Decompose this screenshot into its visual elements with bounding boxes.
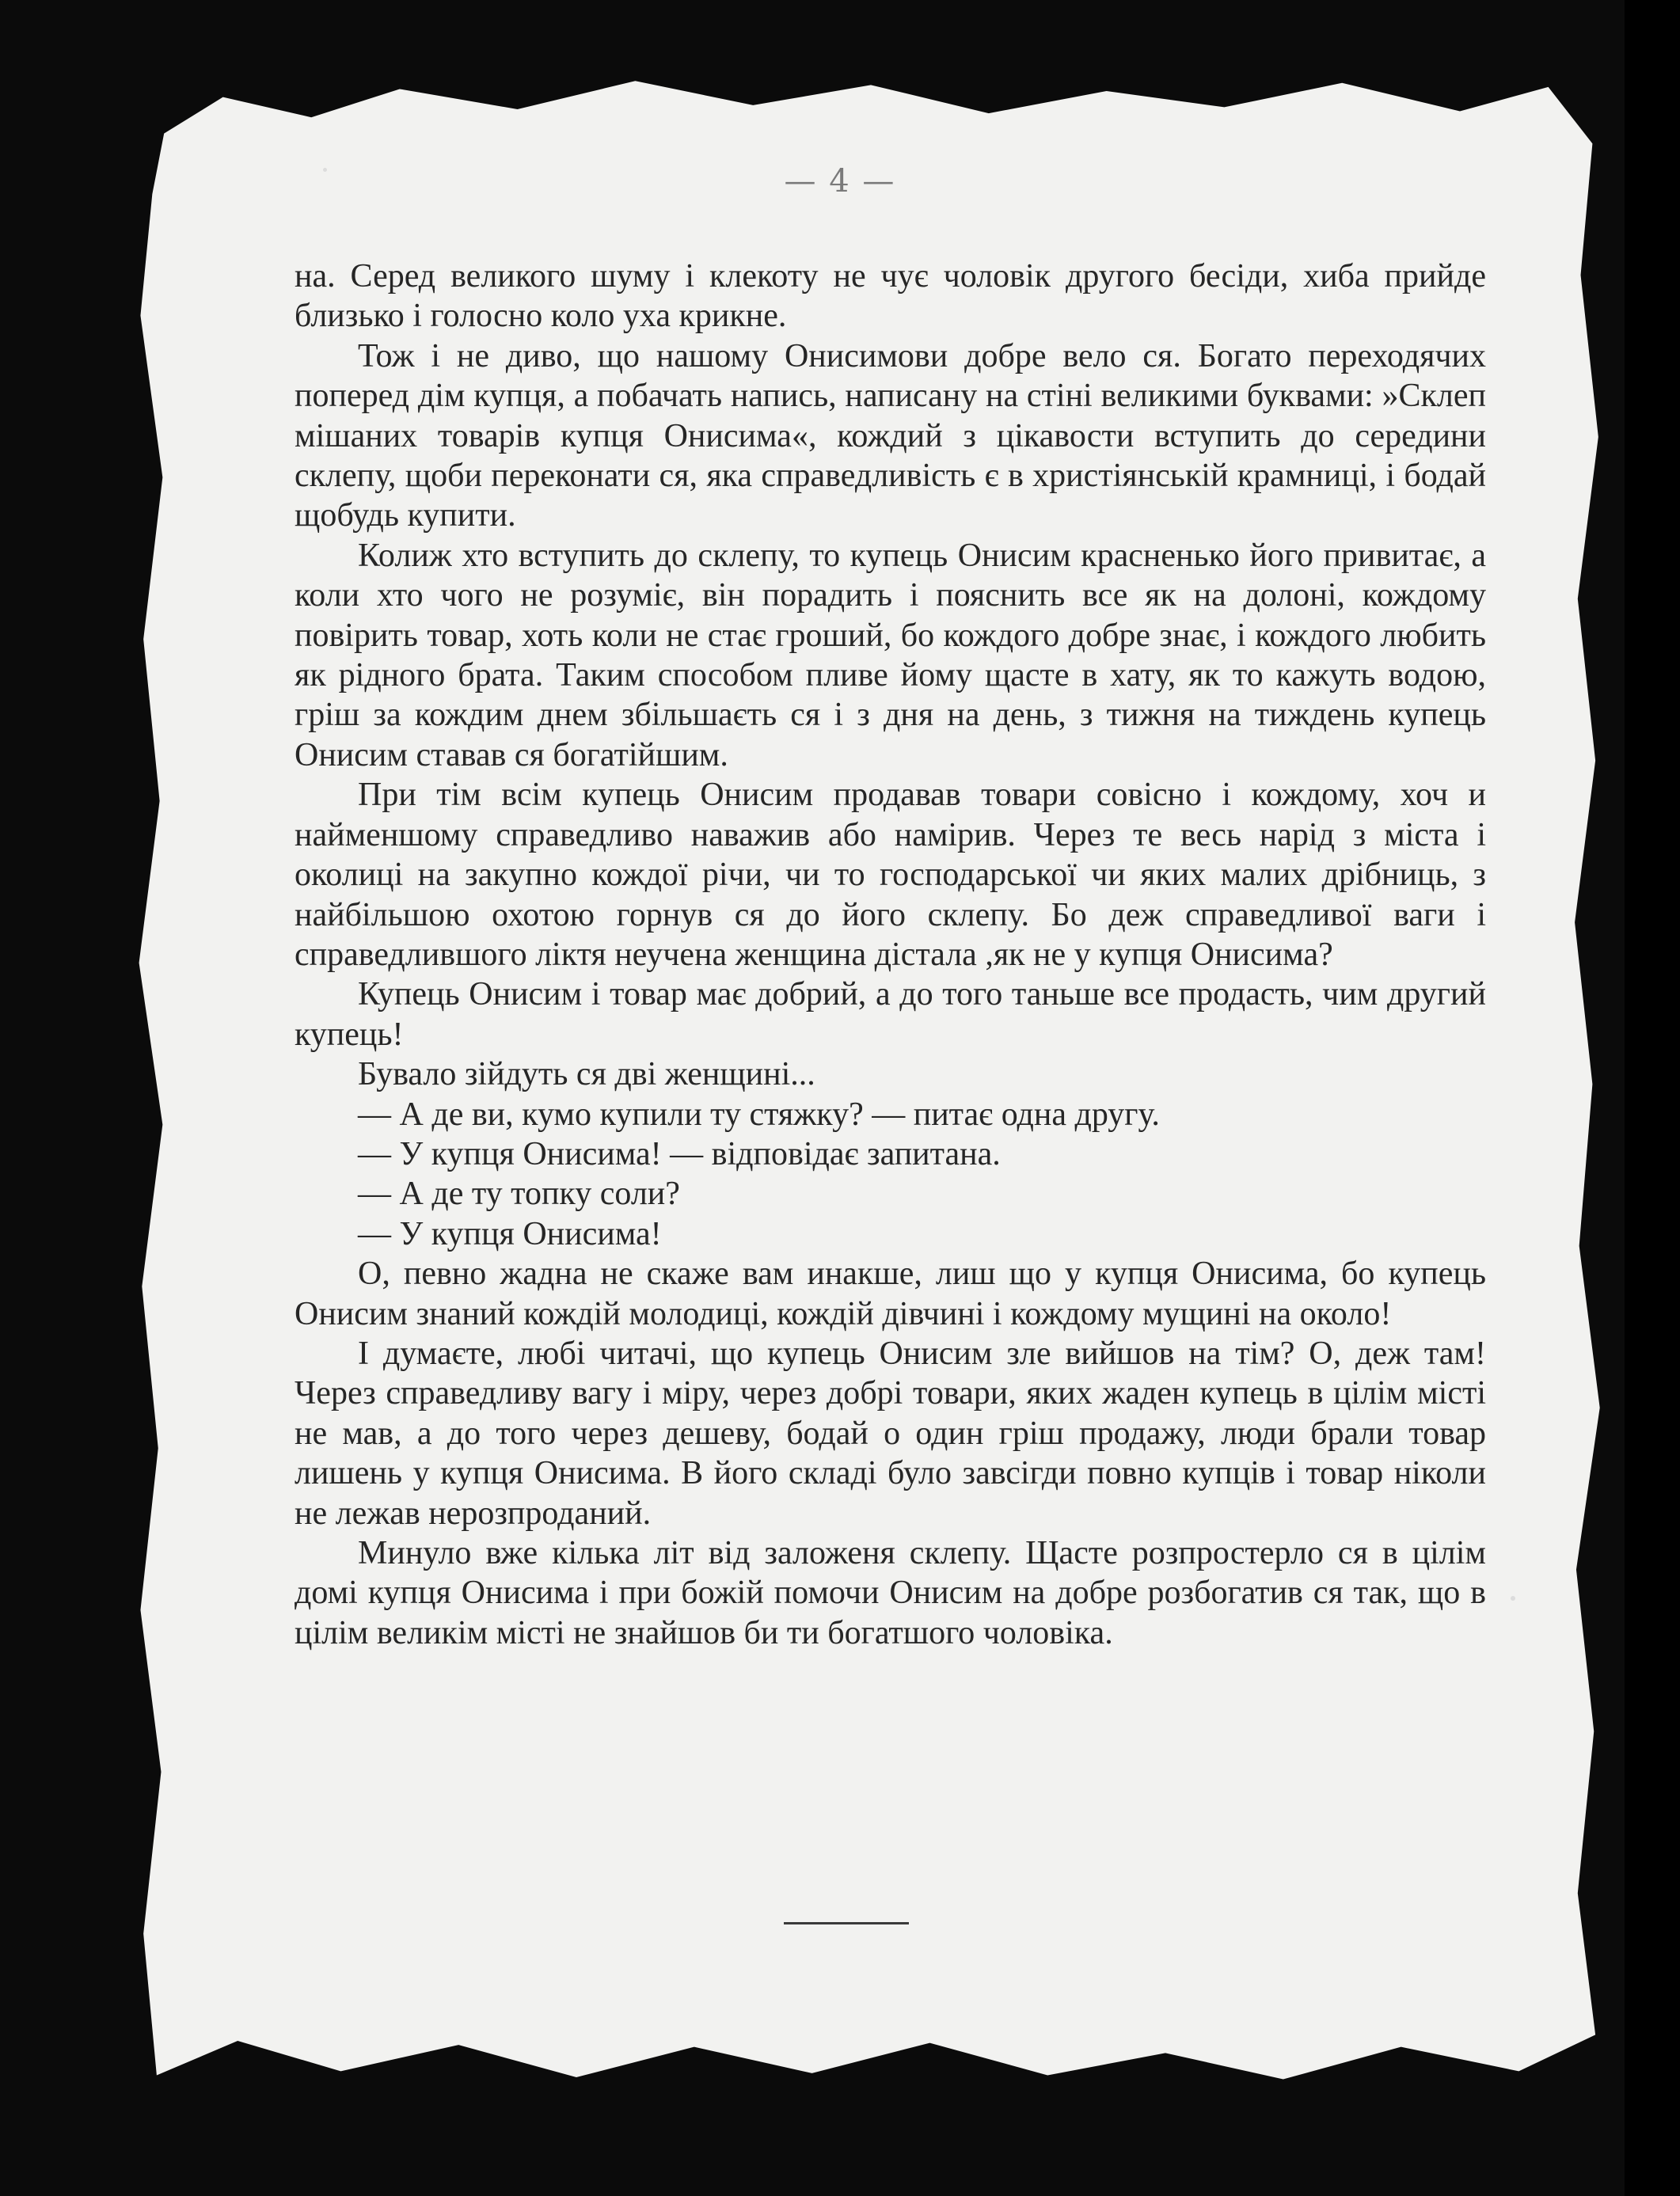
paper-speck [1511, 1596, 1515, 1601]
binding-edge [1625, 0, 1680, 2196]
section-end-rule [784, 1922, 909, 1924]
dialog-line: Бувало зійдуть ся дві женщині... [358, 1056, 815, 1093]
dialog-line: — У купця Онисима! — відповідає запитана. [358, 1135, 1001, 1172]
page-number: — 4 — [784, 163, 896, 199]
dialog-line: — А де ви, кумо купили ту стяжку? — питає одна другу. [358, 1096, 1160, 1133]
paragraph: Тож і не диво, що нашому Онисимови добре вело ся. Богато переходячих поперед дім купця, а побачать напись, написану на стіні великими буквами: »Склеп мішаних товарів купця Онисима«, кождий з цікавости вступить до середини склепу, щоби переконати ся, яка справедливість є в христіянській крамниці, і бодай щобудь купити. [295, 337, 1486, 534]
dialog-line: — А де ту топку соли? [358, 1176, 680, 1213]
paragraph: І думаєте, любі читачі, що купець Онисим зле вийшов на тім? О, деж там! Через справедливу вагу і міру, через добрі товари, яких жаден купець в цілім місті не мав, а до того через дешеву, бодай о один гріш продажу, люди брали товар лишень у купця Онисима. В його складі було завсігди повно купців і товар ніколи не лежав нерозпроданий. [295, 1335, 1486, 1532]
paragraph: Колиж хто вступить до склепу, то купець Онисим красненько його привитає, а коли хто чого не розуміє, він порадить і пояснить все як на долоні, кождому повірить товар, хоть коли не стає гроший, бо кождого добре знає, і кождого любить як рідного брата. Таким способом пливе йому щасте в хату, як то кажуть водою, гріш за кождим днем збільшаєть ся і з дня на день, з тижня на тиждень купець Онисим ставав ся богатійшим. [295, 537, 1486, 773]
paragraph: Минуло вже кілька літ від заложеня склепу. Щасте розпростерло ся в цілім домі купця Онисима і при божій помочи Онисим на добре розбогатив ся так, що в цілім великім місті не знайшов би ти богатшого чоловіка. [295, 1535, 1486, 1651]
dialog-line: — У купця Онисима! [358, 1215, 662, 1252]
body-text [295, 256, 1486, 1653]
paragraph: на. Серед великого шуму і клекоту не чує чоловік другого бесіди, хиба прийде близько і голосно коло уха крикне. [295, 258, 1486, 335]
paragraph: О, певно жадна не скаже вам инакше, лиш що у купця Онисима, бо купець Онисим знаний кождій молодиці, кождій дівчині і кождому мущині на около! [295, 1256, 1486, 1332]
paragraph: При тім всім купець Онисим продавав товари совісно і кождому, хоч и найменшому справедливо наважив або намірив. Через те весь нарід з міста і околиці на закупно кождої річи, чи то господарської чи яких малих дрібниць, з найбільшою охотою горнув ся до його склепу. Бо деж справедливої ваги і справедлившого ліктя неучена женщина дістала ,як не у купця Онисима? [295, 777, 1486, 973]
paragraph: Купець Онисим і товар має добрий, а до того таньше все продасть, чим другий купець! [295, 976, 1486, 1053]
